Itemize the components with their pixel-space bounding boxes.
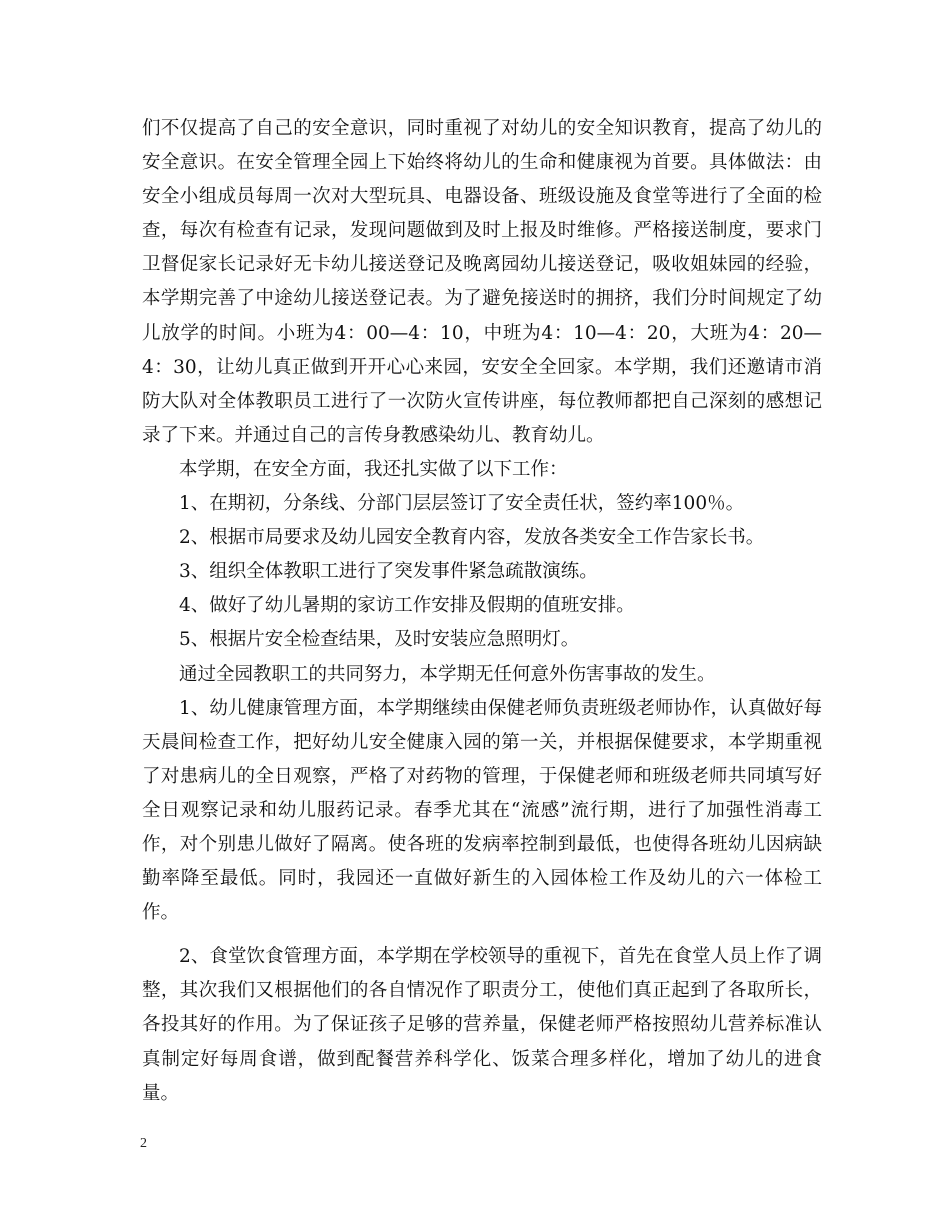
paragraph-safety-management: 们不仅提高了自己的安全意识，同时重视了对幼儿的安全知识教育，提高了幼儿的安全意识。在安全管理全园上下始终将幼儿的生命和健康视为首要。具体做法：由安全小组成员每周一次对大型玩具、电器设备、班级设施及食堂等进行了全面的检查，每次有检查有记录，发现问题做到及时上报及时维修。严格接送制度，要求门卫督促家长记录好无卡幼儿接送登记及晚离园幼儿接送登记，吸收姐妹园的经验，本学期完善了中途幼儿接送登记表。为了避免接送时的拥挤，我们分时间规定了幼儿放学的时间。小班为4：00—4：10，中班为4：10—4：20，大班为4：20—4：30，让幼儿真正做到开开心心来园，安安全全回家。本学期，我们还邀请市消防大队对全体教职员工进行了一次防火宣传讲座，每位教师都把自己深刻的感想记录了下来。并通过自己的言传身教感染幼儿、教育幼儿。: [142, 118, 822, 446]
paragraph-safety-result: 通过全园教职工的共同努力，本学期无任何意外伤害事故的发生。: [179, 663, 716, 685]
list-item-safety-4: 4、做好了幼儿暑期的家访工作安排及假期的值班安排。: [179, 595, 635, 617]
list-item-safety-1: 1、在期初，分条线、分部门层层签订了安全责任状，签约率100％。: [179, 493, 745, 515]
list-item-safety-3: 3、组织全体教职工进行了突发事件紧急疏散演练。: [179, 561, 598, 583]
paragraph-health-management: 1、幼儿健康管理方面，本学期继续由保健老师负责班级老师协作，认真做好每天晨间检查工作，把好幼儿安全健康入园的第一关，并根据保健要求，本学期重视了对患病儿的全日观察，严格了对药物的管理，于保健老师和班级老师共同填写好全日观察记录和幼儿服药记录。春季尤其在“流感”流行期，进行了加强性消毒工作，对个别患儿做好了隔离。使各班的发病率控制到最低，也使得各班幼儿因病缺勤率降至最低。同时，我园还一直做好新生的入园体检工作及幼儿的六一体检工作。: [142, 697, 822, 924]
paragraph-safety-work-intro: 本学期，在安全方面，我还扎实做了以下工作：: [179, 458, 568, 480]
list-item-safety-2: 2、根据市局要求及幼儿园安全教育内容，发放各类安全工作告家长书。: [179, 527, 765, 549]
document-body: [142, 112, 822, 1111]
paragraph-canteen-management: 2、食堂饮食管理方面，本学期在学校领导的重视下，首先在食堂人员上作了调整，其次我们又根据他们的各自情况作了职责分工，使他们真正起到了各取所长，各投其好的作用。为了保证孩子足够的营养量，保健老师严格按照幼儿营养标准认真制定好每周食谱，做到配餐营养科学化、饭菜合理多样化，增加了幼儿的进食量。: [142, 946, 822, 1104]
list-item-safety-5: 5、根据片安全检查结果，及时安装应急照明灯。: [179, 629, 580, 651]
page-number: 2: [140, 1136, 147, 1151]
